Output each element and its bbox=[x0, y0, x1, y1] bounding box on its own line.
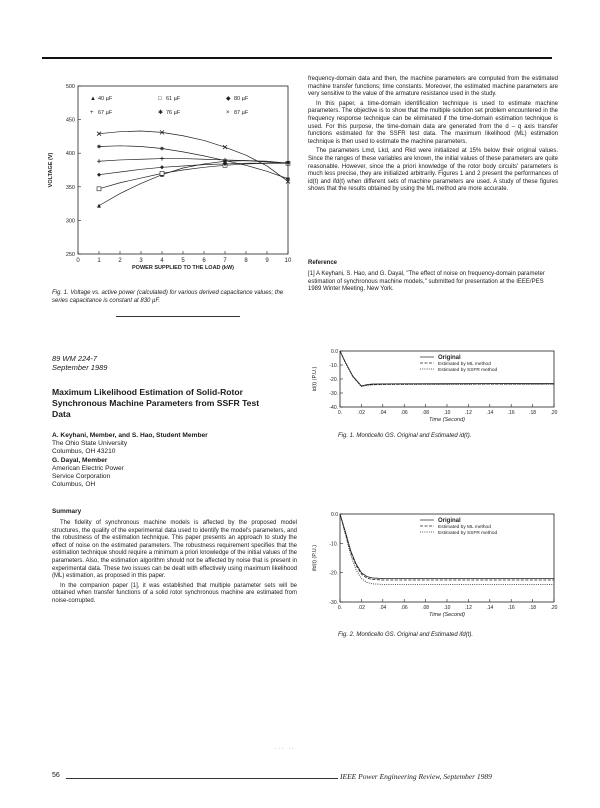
author-line: Columbus, OH 43210 bbox=[52, 448, 116, 456]
x-tick-label: .14 bbox=[486, 605, 494, 611]
x-tick-label: 3 bbox=[139, 258, 143, 264]
x-tick-label: 1 bbox=[97, 258, 101, 264]
footer-rule bbox=[66, 778, 338, 779]
x-tick-label: .04 bbox=[379, 410, 387, 416]
legend-label: Estimated by ML method bbox=[438, 525, 491, 530]
y-tick-label: 500 bbox=[65, 84, 75, 90]
y-tick-label: 400 bbox=[65, 151, 75, 158]
x-tick-label: 0 bbox=[76, 258, 80, 264]
page-number: 56 bbox=[52, 772, 60, 779]
author-line: Service Corporation bbox=[52, 473, 111, 481]
page-marks: ... .. bbox=[275, 745, 296, 751]
paragraph: In this paper, a time-domain identification technique is used to estimate machine parameters. The objective is to show that the multiple solution set problem encountered in the frequency response technique can be eliminated if the time-domain estimation technique is used. For this purpose, the time-domain data are generated from the d – q axis transfer functions estimated for the SSFR test data. The maximum likelihood (ML) estimation technique is then used to estimate the machine parameters. bbox=[308, 100, 558, 145]
x-axis-label: Time (Second) bbox=[428, 417, 466, 423]
legend-label: 87 µF bbox=[234, 110, 249, 116]
legend-label: 67 µF bbox=[98, 110, 113, 116]
author-line: American Electric Power bbox=[52, 464, 124, 472]
paragraph: frequency-domain data and then, the machine parameters are computed from the estimated machine transfer functions; time constants. Moreover, the estimated machine parameters are very sensitive to the value of the armature resistance used in the study. bbox=[308, 76, 558, 98]
legend-marker: ▲ bbox=[90, 96, 96, 102]
summary-text bbox=[52, 520, 297, 608]
x-tick-label: .02 bbox=[357, 410, 365, 416]
legend-marker: ◆ bbox=[226, 96, 231, 102]
author-line: G. Dayal, Member bbox=[52, 456, 108, 464]
x-tick-label: 10 bbox=[284, 258, 292, 264]
legend-label: 61 µF bbox=[166, 96, 181, 102]
x-tick-label: .02 bbox=[357, 605, 365, 611]
series-line bbox=[99, 131, 288, 181]
y-tick-label: 350 bbox=[65, 184, 75, 191]
x-tick-label: .12 bbox=[464, 605, 472, 611]
voltage-chart-caption: Fig. 1. Voltage vs. active power (calculated) for various derived capacitance values; the series capacitance is constant at 830 µF. bbox=[52, 290, 284, 304]
x-tick-label: .08 bbox=[422, 605, 430, 611]
legend-label: 76 µF bbox=[166, 110, 181, 116]
data-point bbox=[97, 187, 101, 191]
y-tick-label: 0.0 bbox=[331, 349, 338, 355]
x-tick-label: .18 bbox=[529, 605, 537, 611]
data-point bbox=[160, 171, 164, 175]
x-tick-label: 4 bbox=[160, 258, 164, 264]
x-tick-label: .12 bbox=[464, 410, 472, 416]
x-tick-label: .20 bbox=[550, 605, 558, 611]
legend-label: Estimated by SSFR method bbox=[438, 531, 498, 536]
data-point bbox=[97, 204, 101, 208]
x-tick-label: 5 bbox=[181, 258, 185, 264]
x-tick-label: .16 bbox=[507, 410, 515, 416]
y-tick-label: -20. bbox=[329, 570, 338, 577]
x-tick-label: .20 bbox=[550, 410, 558, 416]
x-tick-label: 0. bbox=[337, 410, 343, 416]
legend-marker: × bbox=[226, 110, 230, 116]
reference-entry: [1] A Keyhani, S. Hao, and G. Dayal, "The effect of noise on frequency-domain parameter estimation of synchronous machine models," submitted for presentation at the IEEE/PES 1989 Winter Meeting, New York. bbox=[308, 271, 545, 293]
legend-label: Estimated by ML method bbox=[438, 362, 491, 367]
y-tick-label: -30. bbox=[329, 600, 338, 606]
series-line bbox=[99, 161, 288, 206]
article-date: September 1989 bbox=[52, 363, 108, 372]
y-tick-label: 0.0 bbox=[331, 512, 338, 518]
series-line bbox=[99, 163, 288, 189]
data-point bbox=[160, 165, 164, 169]
y-tick-label: -40. bbox=[329, 405, 338, 411]
author-line: A. Keyhani, Member, and S. Hao, Student Member bbox=[52, 432, 208, 439]
summary-heading: Summary bbox=[52, 508, 82, 515]
data-point bbox=[223, 159, 227, 163]
separator-rule bbox=[116, 316, 240, 317]
legend-label: Original bbox=[438, 518, 461, 524]
data-point bbox=[160, 146, 164, 150]
y-tick-label: -10. bbox=[329, 363, 338, 369]
y-tick-label: -10. bbox=[329, 541, 338, 548]
x-tick-label: .18 bbox=[529, 410, 537, 416]
y-tick-label: -20. bbox=[329, 377, 338, 383]
journal-footer: IEEE Power Engineering Review, September 1989 bbox=[340, 772, 492, 781]
reference-heading: Reference bbox=[308, 260, 338, 266]
legend-label: Original bbox=[438, 355, 461, 361]
y-axis-label: ifd(t) (P.U.) bbox=[312, 544, 318, 572]
x-tick-label: .08 bbox=[422, 410, 430, 416]
y-axis-label: VOLTAGE (V) bbox=[48, 152, 54, 188]
y-axis-label: id(t) (P.U.) bbox=[312, 366, 318, 392]
legend-marker: ✱ bbox=[158, 110, 164, 116]
legend-marker: + bbox=[90, 110, 94, 116]
data-point bbox=[97, 173, 101, 177]
id-chart-caption: Fig. 1. Monticello GS. Original and Estimated id(t). bbox=[338, 433, 472, 439]
x-tick-label: 6 bbox=[202, 258, 206, 264]
data-point bbox=[160, 157, 164, 161]
ifd-chart-caption: Fig. 2. Monticello GS. Original and Estimated ifd(t). bbox=[338, 632, 474, 638]
id-chart bbox=[306, 345, 560, 425]
x-tick-label: 2 bbox=[118, 258, 122, 264]
top-rule bbox=[42, 57, 552, 59]
author-block bbox=[52, 432, 282, 489]
y-tick-label: 450 bbox=[65, 117, 75, 124]
x-tick-label: 8 bbox=[244, 258, 248, 264]
data-point bbox=[97, 144, 101, 148]
legend-marker: □ bbox=[158, 96, 162, 102]
author-line: The Ohio State University bbox=[52, 440, 128, 448]
x-tick-label: 9 bbox=[265, 258, 269, 264]
x-tick-label: 7 bbox=[223, 258, 227, 264]
ifd-chart bbox=[306, 508, 560, 620]
paragraph: In the companion paper [1], it was established that multiple parameter sets will be obtained when transfer functions of a solid rotor synchronous machine are estimated from noise-corrupted. bbox=[52, 582, 297, 604]
legend-label: Estimated by SSFR method bbox=[438, 368, 498, 373]
x-tick-label: 0. bbox=[337, 605, 343, 611]
x-tick-label: .10 bbox=[443, 410, 451, 416]
data-point bbox=[97, 159, 101, 163]
legend-label: 80 µF bbox=[234, 96, 249, 102]
article-number: 89 WM 224-7 bbox=[52, 354, 98, 363]
x-tick-label: .10 bbox=[443, 605, 451, 611]
x-tick-label: .06 bbox=[400, 410, 408, 416]
voltage-power-chart bbox=[38, 80, 300, 286]
paragraph: The fidelity of synchronous machine models is affected by the proposed model structures, the quality of the experimental data used to identify the model's parameters, and the robustness of the estimation technique. This paper presents an approach to study the effect of noise on the estimated parameters. The robustness requirement specifies that the estimation technique should require a minimum a priori knowledge of the initial values of the parameters. Also, the estimation algorithm should not be affected by noise that is present in experimental data. These two issues can be dealt with effectively using maximum likelihood (ML) estimation, as proposed in this paper. bbox=[52, 520, 297, 580]
right-column-text bbox=[308, 76, 558, 196]
y-tick-label: 300 bbox=[65, 218, 75, 225]
paragraph: The parameters Lmd, Lkd, and Rkd were initialized at 15% below their original values. Since the ranges of these variables are known, the initial values of these parameters are quite reasonable. However, since the a priori knowledge of the rotor body circuits' parameters is much less precise, they are initialized arbitrarily. Figures 1 and 2 present the performances of id(t) and ifd(t) when different sets of machine parameters are used. A study of these figures shows that the results obtained by using the ML method are more accurate. bbox=[308, 148, 558, 193]
article-title: Maximum Likelihood Estimation of Solid-Rotor Synchronous Machine Parameters from SSFR Test Data bbox=[52, 387, 260, 419]
data-point bbox=[223, 145, 227, 149]
x-axis-label: Time (Second) bbox=[428, 612, 466, 618]
author-line: Columbus, OH bbox=[52, 481, 96, 489]
x-tick-label: .04 bbox=[379, 605, 387, 611]
x-tick-label: .14 bbox=[486, 410, 494, 416]
x-tick-label: .16 bbox=[507, 605, 515, 611]
y-tick-label: 250 bbox=[65, 252, 75, 258]
x-axis-label: POWER SUPPLIED TO THE LOAD (kW) bbox=[132, 265, 234, 271]
legend-label: 40 µF bbox=[98, 96, 113, 102]
x-tick-label: .06 bbox=[400, 605, 408, 611]
y-tick-label: -30. bbox=[329, 391, 338, 397]
